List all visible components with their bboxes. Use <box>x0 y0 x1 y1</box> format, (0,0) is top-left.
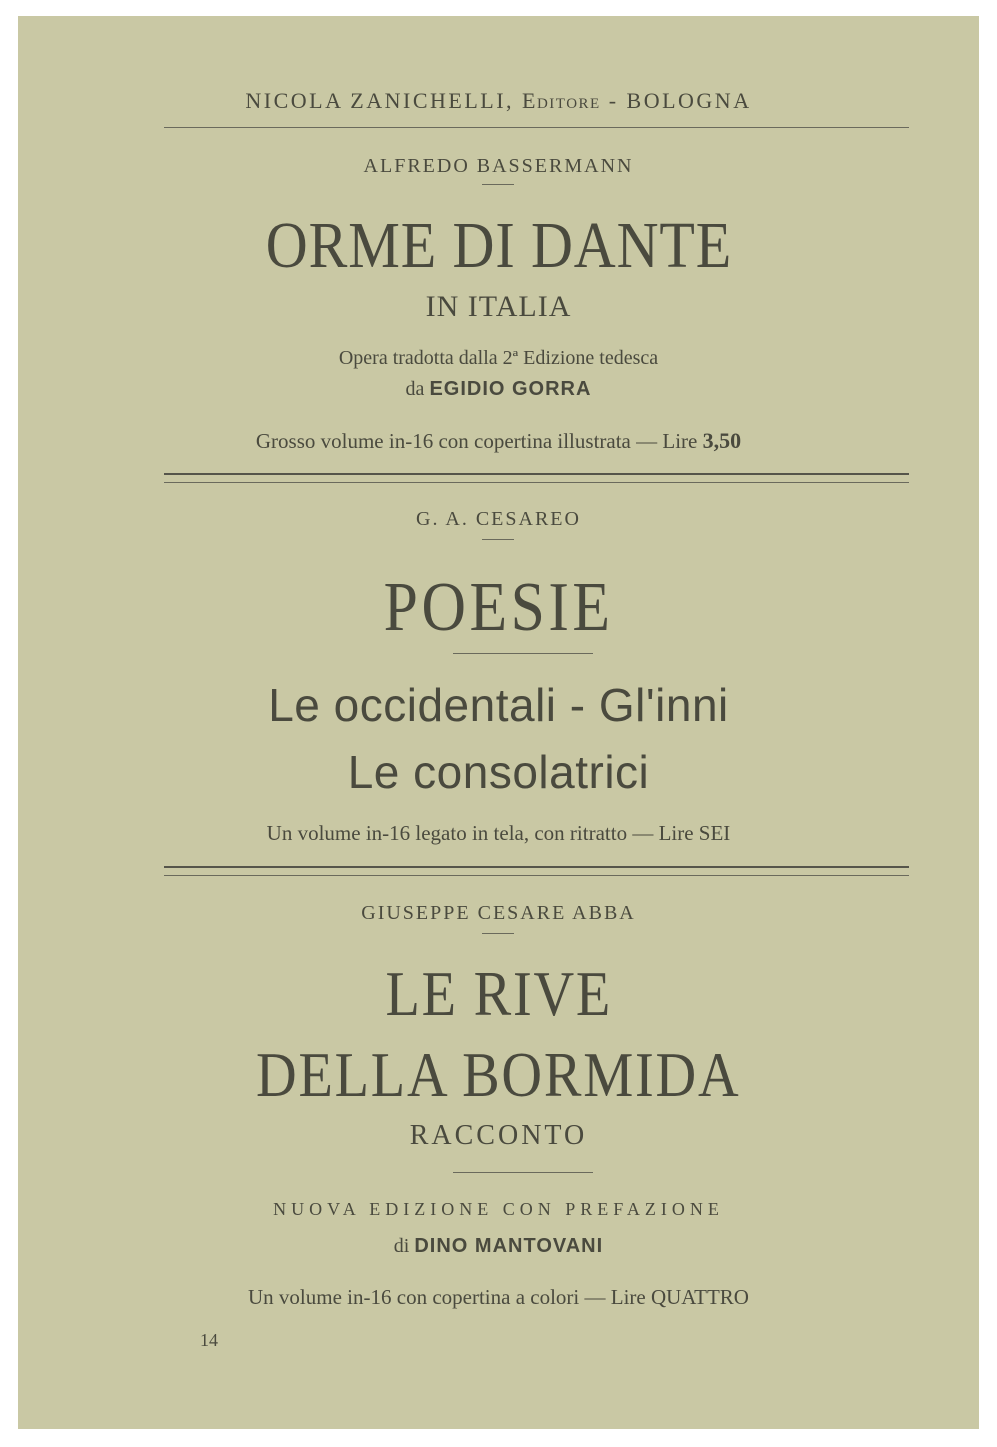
section1-divider-bottom <box>164 482 909 483</box>
book3-edition: NUOVA EDIZIONE CON PREFAZIONE <box>273 1199 724 1219</box>
section1-divider-top <box>164 473 909 475</box>
publisher-name: NICOLA ZANICHELLI, <box>245 88 515 113</box>
book3-author: GIUSEPPE CESARE ABBA <box>361 902 636 924</box>
book1-translator-line <box>0 378 997 401</box>
book3-author-rule <box>482 933 514 934</box>
book3-price-line: Un volume in-16 con copertina a colori — Lire QUATTRO <box>248 1285 749 1309</box>
book3-subtitle: RACCONTO <box>409 1120 588 1151</box>
book3-title1-text: LE RIVE <box>385 958 612 1029</box>
book1-price: 3,50 <box>702 428 742 453</box>
book1-title <box>0 208 997 284</box>
publisher-role: Editore <box>522 88 601 113</box>
book1-translator-prefix: da <box>405 378 425 400</box>
book3-subtitle-rule <box>453 1172 593 1173</box>
publisher-city: - BOLOGNA <box>608 88 752 113</box>
book3-preface-line <box>0 1235 997 1258</box>
book1-title-text: ORME DI DANTE <box>265 209 732 282</box>
book2-line2: Le consolatrici <box>347 746 650 798</box>
book1-author: ALFREDO BASSERMANN <box>363 155 634 177</box>
book3-title2 <box>0 1038 997 1112</box>
book2-author-rule <box>482 539 514 540</box>
publisher-header <box>18 88 979 114</box>
book1-note: Opera tradotta dalla 2ª Edizione tedesca <box>338 347 659 369</box>
book1-subtitle: IN ITALIA <box>425 290 572 323</box>
book3-preface-author: DINO MANTOVANI <box>414 1235 604 1257</box>
book2-title <box>0 568 997 648</box>
book3-preface-prefix: di <box>393 1235 410 1257</box>
book2-title-rule <box>453 653 593 654</box>
book1-translator: EGIDIO GORRA <box>429 378 592 400</box>
book2-line1: Le occidentali - Gl'inni <box>268 679 729 731</box>
header-divider <box>164 127 909 128</box>
section2-divider-bottom <box>164 875 909 876</box>
book2-price-line: Un volume in-16 legato in tela, con ritratto — Lire SEI <box>266 821 731 845</box>
page-number: 14 <box>200 1330 218 1350</box>
book1-price-line <box>0 428 997 454</box>
book1-price-text: Grosso volume in-16 con copertina illustrata — Lire <box>255 429 698 453</box>
book2-author: G. A. CESAREO <box>416 508 581 530</box>
book2-title-text: POESIE <box>383 569 614 646</box>
section2-divider-top <box>164 866 909 868</box>
book3-title2-text: DELLA BORMIDA <box>256 1039 741 1110</box>
book3-title1 <box>0 957 997 1031</box>
book1-author-rule <box>482 184 514 185</box>
